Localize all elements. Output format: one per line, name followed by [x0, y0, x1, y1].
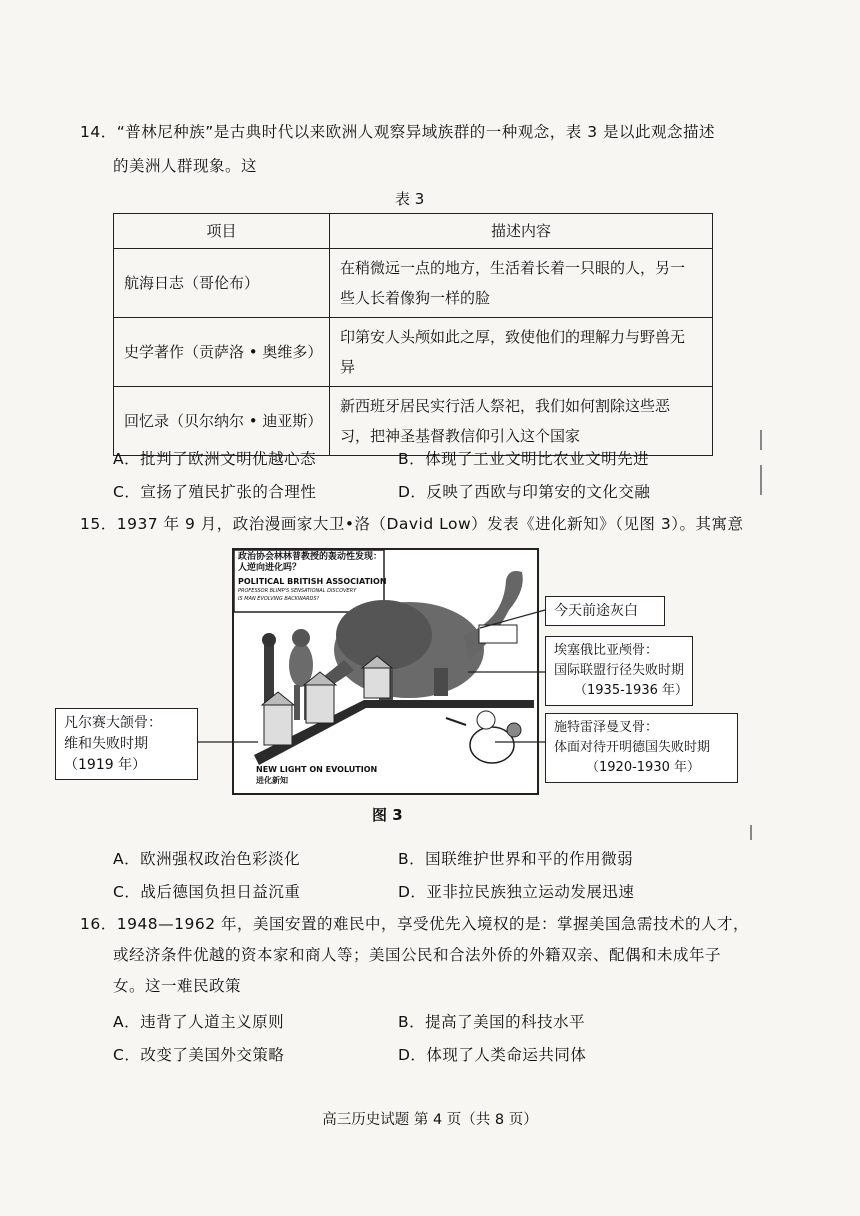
cartoon-top-caption-en1: POLITICAL BRITISH ASSOCIATION	[238, 577, 387, 586]
q16-option-a[interactable]: A．违背了人道主义原则	[113, 1013, 285, 1031]
q15-option-d[interactable]: D．亚非拉民族独立运动发展迅速	[398, 883, 635, 901]
callout-ethiopia-skull: 埃塞俄比亚颅骨： 国际联盟行径失败时期 （1935-1936 年）	[545, 636, 693, 706]
table-cell-desc: 在稍微远一点的地方，生活着长着一只眼的人，另一 些人长着像狗一样的脸	[330, 249, 713, 318]
q14-option-b[interactable]: B．体现了工业文明比农业文明先进	[398, 450, 650, 468]
table-cell-desc: 新西班牙居民实行活人祭祀，我们如何割除这些恶 习，把神圣基督教信仰引入这个国家	[330, 387, 713, 456]
q16-stem-line3: 女。这一难民政策	[113, 977, 242, 995]
q16-option-b[interactable]: B．提高了美国的科技水平	[398, 1013, 586, 1031]
callout-versailles-jaw: 凡尔赛大颌骨： 维和失败时期 （1919 年）	[55, 708, 198, 780]
table-cell-item: 回忆录（贝尔纳尔 • 迪亚斯）	[114, 387, 330, 456]
scan-mark	[760, 430, 762, 450]
table-header-desc: 描述内容	[330, 214, 713, 249]
q14-option-a[interactable]: A．批判了欧洲文明优越心态	[113, 450, 317, 468]
table-cell-desc: 印第安人头颅如此之厚，致使他们的理解力与野兽无 异	[330, 318, 713, 387]
page-footer: 高三历史试题 第 4 页（共 8 页）	[322, 1112, 538, 1128]
scan-mark	[760, 465, 762, 495]
q15-option-b[interactable]: B．国联维护世界和平的作用微弱	[398, 850, 634, 868]
cartoon-top-caption-cn2: 人逆向进化吗？	[238, 563, 302, 573]
table-cell-item: 航海日志（哥伦布）	[114, 249, 330, 318]
cartoon-bottom-caption-cn: 进化新知	[256, 776, 288, 785]
cartoon-top-caption-cn1: 政治协会林林普教授的轰动性发现：	[238, 552, 383, 562]
cartoon-top-caption-en2: PROFESSOR BLIMP'S SENSATIONAL DISCOVERY	[238, 588, 357, 594]
table-cell-item: 史学著作（贡萨洛 • 奥维多）	[114, 318, 330, 387]
table-header-item: 项目	[114, 214, 330, 249]
q16-stem-line1: 16．1948—1962 年，美国安置的难民中，享受优先入境权的是：掌握美国急需技术的人才，	[80, 915, 750, 933]
cartoon-top-caption-en3: IS MAN EVOLVING BACKWARDS?	[238, 596, 320, 602]
cartoon-bottom-caption-en: NEW LIGHT ON EVOLUTION	[256, 765, 378, 774]
q16-stem-line2: 或经济条件优越的资本家和商人等；美国公民和合法外侨的外籍双亲、配偶和未成年子	[113, 946, 722, 964]
q15-option-a[interactable]: A．欧洲强权政治色彩淡化	[113, 850, 301, 868]
q15-option-c[interactable]: C．战后德国负担日益沉重	[113, 883, 301, 901]
callout-stresemann-wishbone: 施特雷泽曼叉骨： 体面对待开明德国失败时期 （1920-1930 年）	[545, 713, 738, 783]
q15-stem-line1: 15．1937 年 9 月，政治漫画家大卫•洛（David Low）发表《进化新知》（见图 3）。其寓意	[80, 515, 744, 533]
q16-option-c[interactable]: C．改变了美国外交策略	[113, 1046, 285, 1064]
q14-option-d[interactable]: D．反映了西欧与印第安的文化交融	[398, 483, 651, 501]
q14-stem-line1: 14．“普林尼种族”是古典时代以来欧洲人观察异域族群的一种观念，表 3 是以此观念描述	[80, 123, 716, 141]
figure-caption: 图 3	[372, 806, 403, 824]
scan-mark	[750, 825, 752, 840]
callout-today-grey: 今天前途灰白	[545, 596, 665, 626]
table-title: 表 3	[395, 190, 425, 208]
q14-option-c[interactable]: C．宣扬了殖民扩张的合理性	[113, 483, 317, 501]
q14-stem-line2: 的美洲人群现象。这	[113, 157, 258, 175]
q16-option-d[interactable]: D．体现了人类命运共同体	[398, 1046, 587, 1064]
